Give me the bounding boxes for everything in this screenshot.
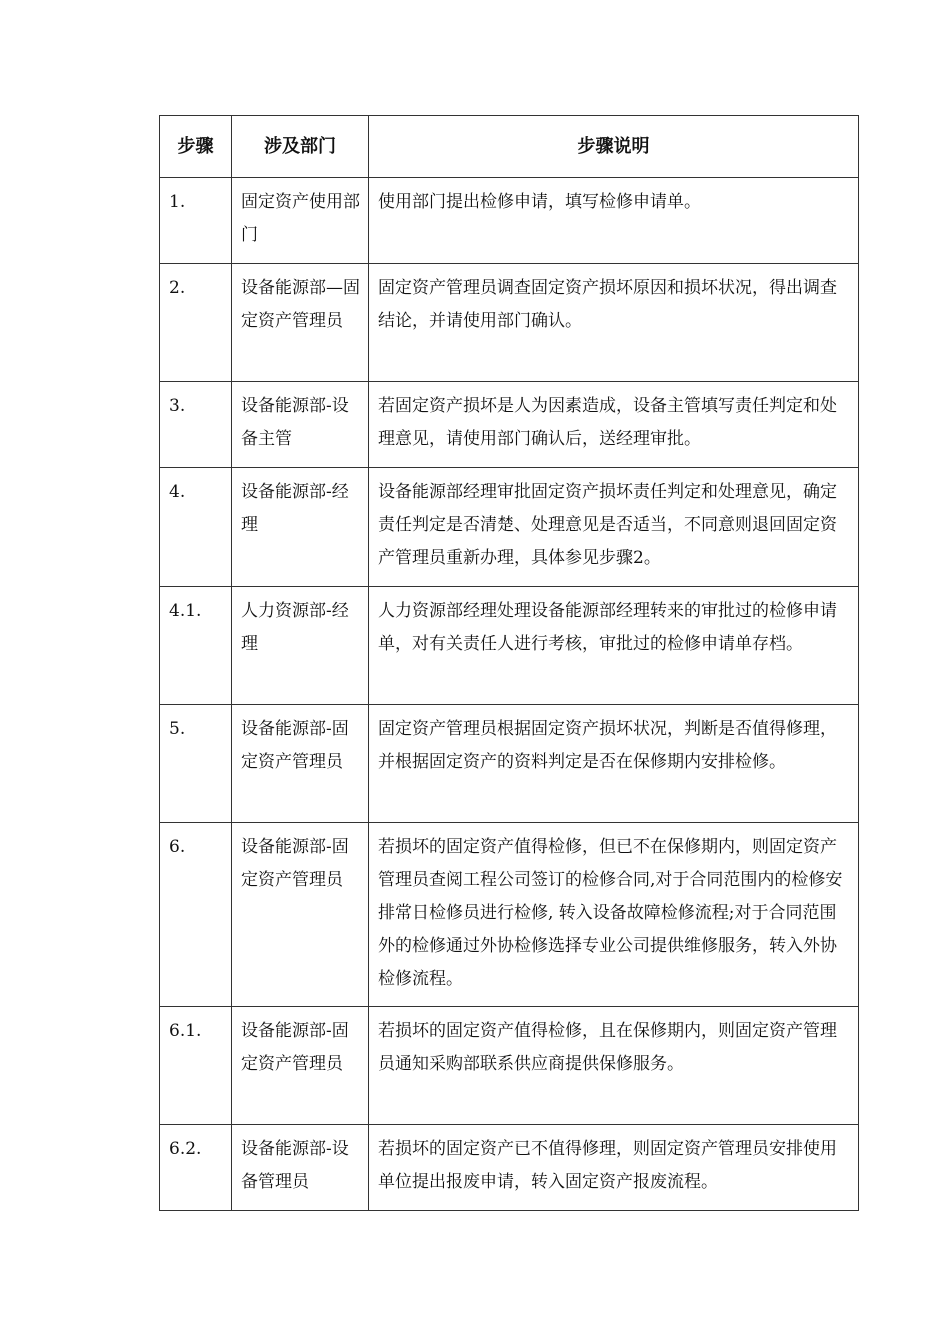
header-step: 步骤 bbox=[160, 116, 232, 178]
table-row bbox=[160, 587, 859, 705]
step-department: 设备能源部-设备主管 bbox=[232, 382, 369, 468]
step-department: 设备能源部-经理 bbox=[232, 468, 369, 587]
step-description: 设备能源部经理审批固定资产损坏责任判定和处理意见，确定责任判定是否清楚、处理意见是否适当，不同意则退回固定资产管理员重新办理，具体参见步骤2。 bbox=[369, 468, 859, 587]
table-row bbox=[160, 178, 859, 264]
step-description: 固定资产管理员调查固定资产损坏原因和损坏状况，得出调查结论，并请使用部门确认。 bbox=[369, 264, 859, 382]
step-number: 4.1. bbox=[160, 587, 232, 705]
step-department: 固定资产使用部门 bbox=[232, 178, 369, 264]
step-number: 2. bbox=[160, 264, 232, 382]
step-description: 若损坏的固定资产值得检修，且在保修期内，则固定资产管理员通知采购部联系供应商提供保修服务。 bbox=[369, 1007, 859, 1125]
step-department: 设备能源部-固定资产管理员 bbox=[232, 705, 369, 823]
step-department: 设备能源部-设备管理员 bbox=[232, 1125, 369, 1211]
step-description: 若损坏的固定资产值得检修，但已不在保修期内，则固定资产管理员查阅工程公司签订的检修合同,对于合同范围内的检修安排常日检修员进行检修, 转入设备故障检修流程;对于合同范围外的检修通过外协检修选择专业公司提供维修服务，转入外协检修流程。 bbox=[369, 823, 859, 1007]
table-row bbox=[160, 264, 859, 382]
table-row bbox=[160, 823, 859, 1007]
step-description: 人力资源部经理处理设备能源部经理转来的审批过的检修申请单，对有关责任人进行考核，审批过的检修申请单存档。 bbox=[369, 587, 859, 705]
procedure-steps-table bbox=[159, 115, 859, 1211]
step-description: 若固定资产损坏是人为因素造成，设备主管填写责任判定和处理意见，请使用部门确认后，送经理审批。 bbox=[369, 382, 859, 468]
step-department: 设备能源部—固定资产管理员 bbox=[232, 264, 369, 382]
table-row bbox=[160, 1125, 859, 1211]
header-description: 步骤说明 bbox=[369, 116, 859, 178]
step-description: 若损坏的固定资产已不值得修理，则固定资产管理员安排使用单位提出报废申请，转入固定资产报废流程。 bbox=[369, 1125, 859, 1211]
table-header-row bbox=[160, 116, 859, 178]
step-number: 6.2. bbox=[160, 1125, 232, 1211]
step-number: 6.1. bbox=[160, 1007, 232, 1125]
table-row bbox=[160, 705, 859, 823]
step-number: 6. bbox=[160, 823, 232, 1007]
step-number: 3. bbox=[160, 382, 232, 468]
step-description: 使用部门提出检修申请，填写检修申请单。 bbox=[369, 178, 859, 264]
table-row bbox=[160, 382, 859, 468]
table-row bbox=[160, 1007, 859, 1125]
header-department: 涉及部门 bbox=[232, 116, 369, 178]
step-number: 4. bbox=[160, 468, 232, 587]
step-number: 1. bbox=[160, 178, 232, 264]
step-department: 人力资源部-经理 bbox=[232, 587, 369, 705]
step-number: 5. bbox=[160, 705, 232, 823]
table-row bbox=[160, 468, 859, 587]
step-description: 固定资产管理员根据固定资产损坏状况，判断是否值得修理，并根据固定资产的资料判定是否在保修期内安排检修。 bbox=[369, 705, 859, 823]
step-department: 设备能源部-固定资产管理员 bbox=[232, 823, 369, 1007]
step-department: 设备能源部-固定资产管理员 bbox=[232, 1007, 369, 1125]
